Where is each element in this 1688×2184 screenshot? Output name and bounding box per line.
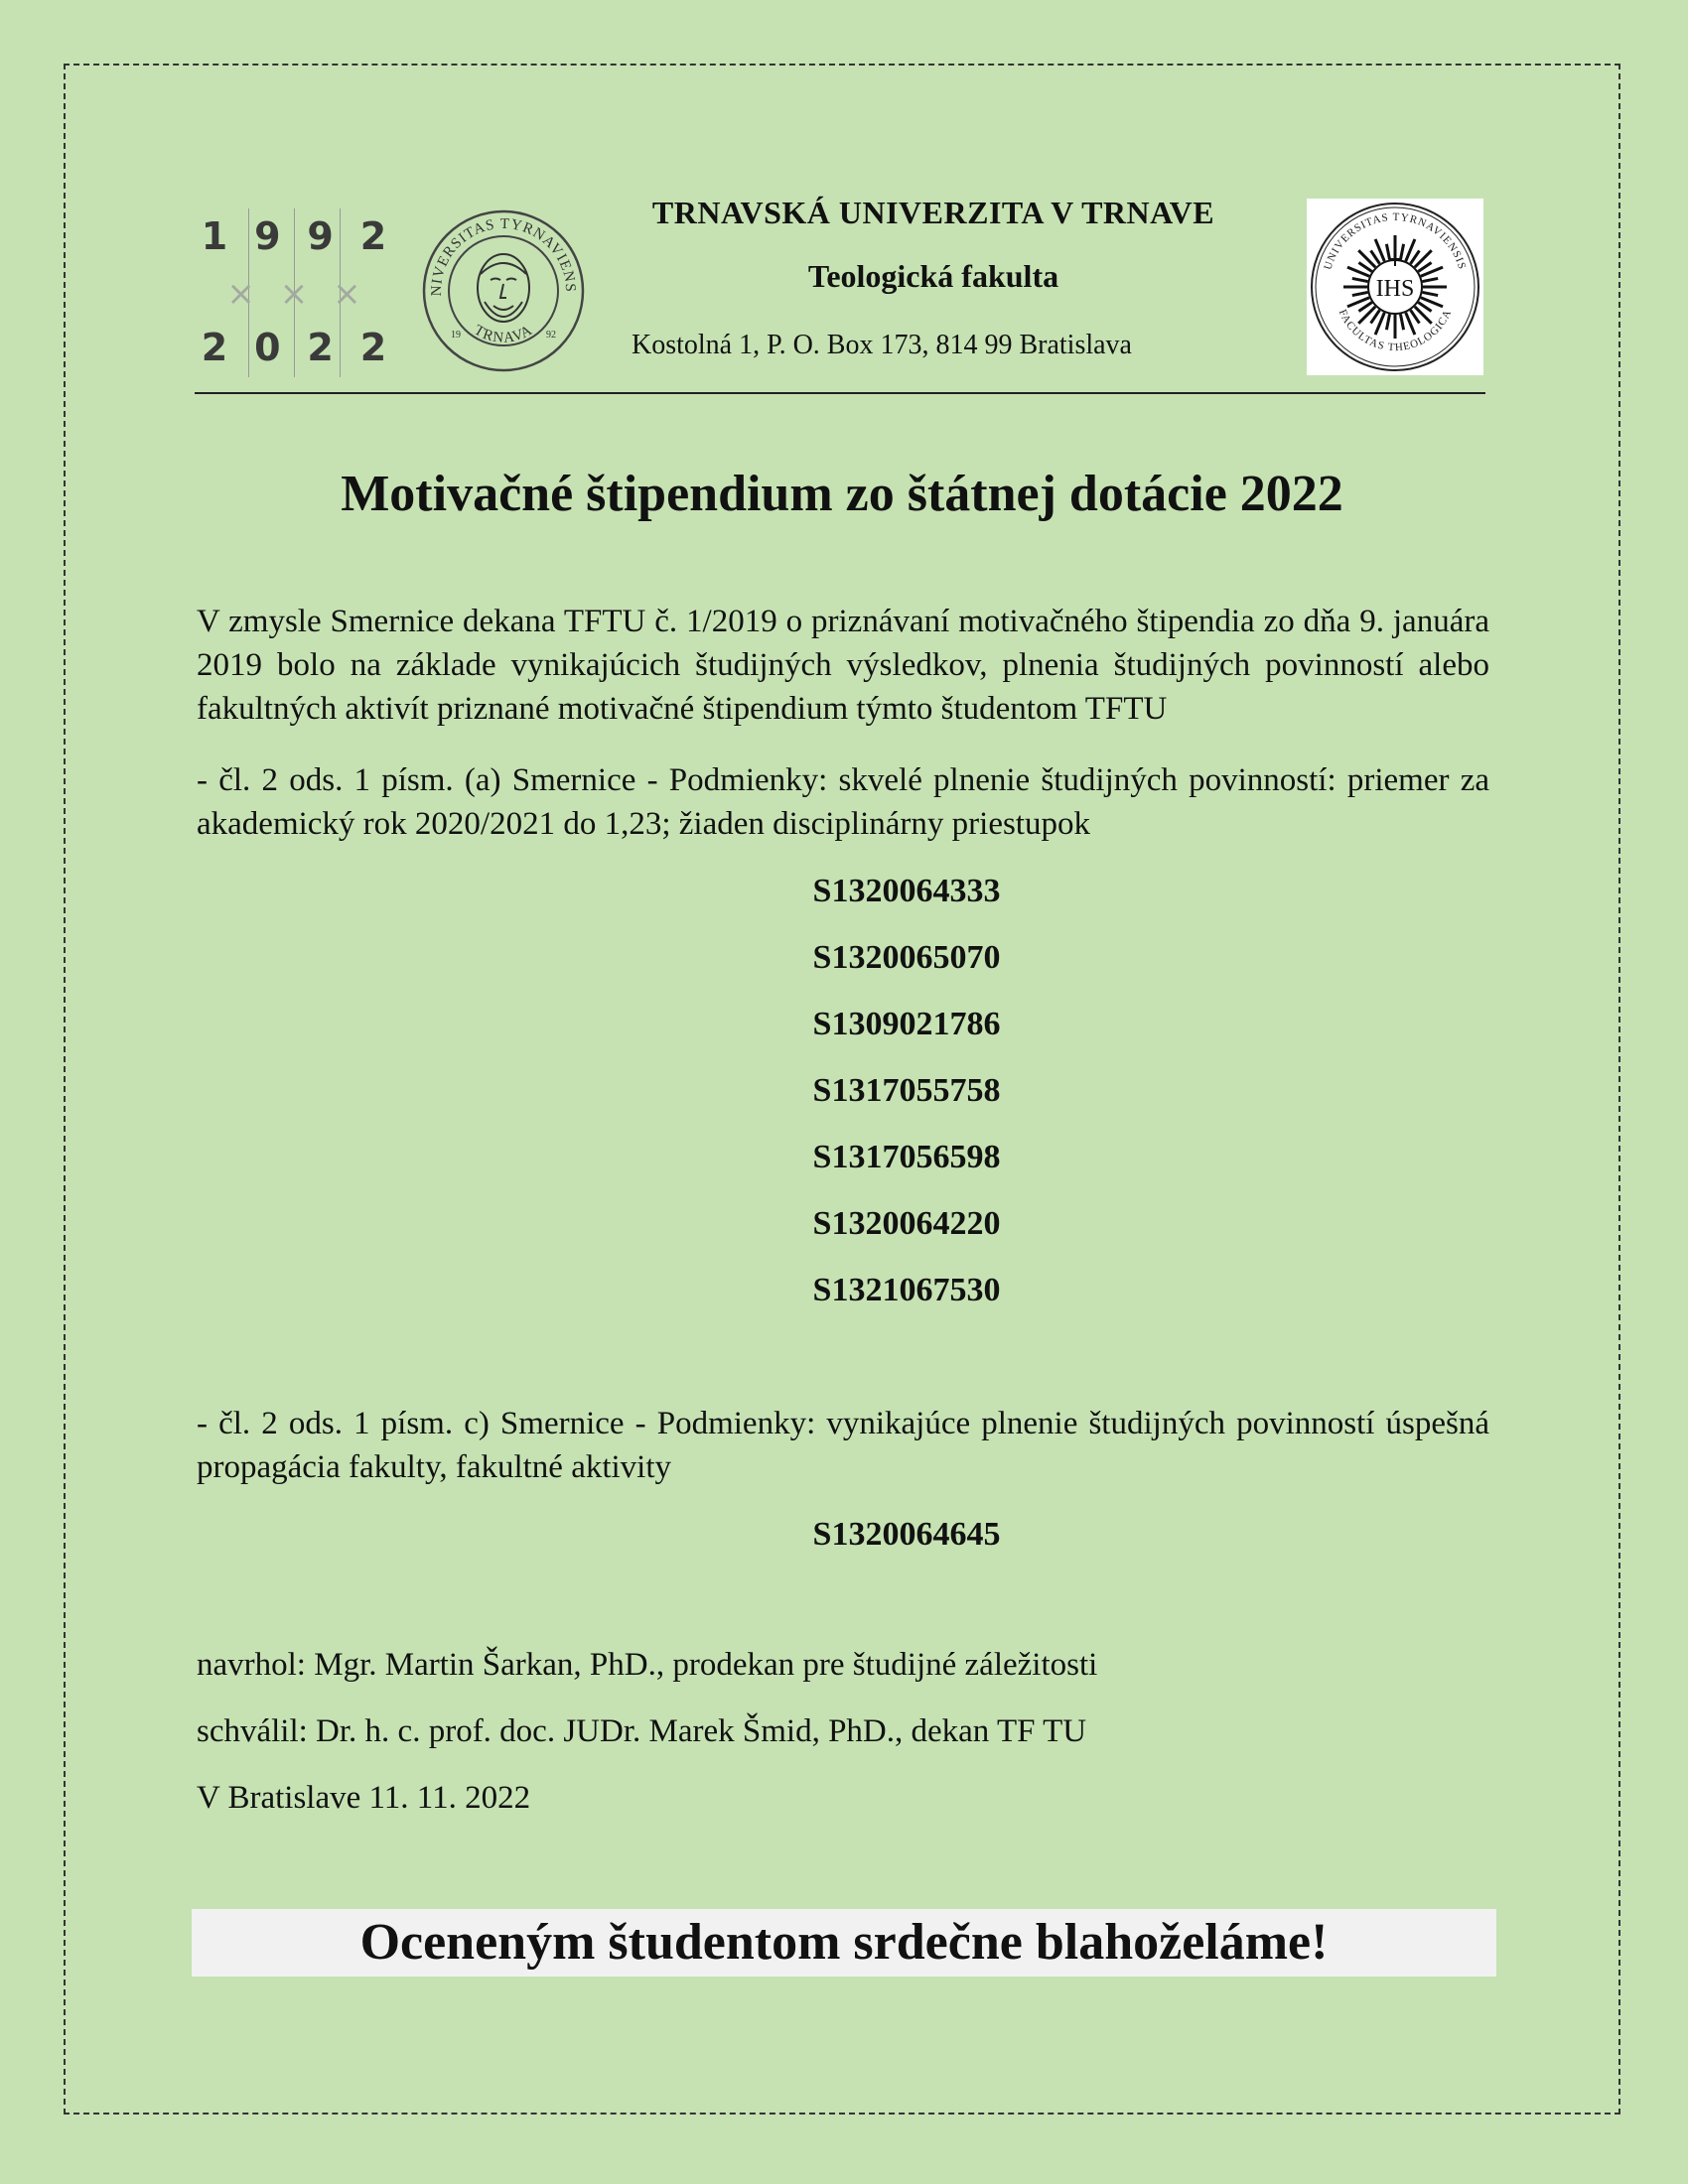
seal-inscription: NIVERSITAS TYRNAVIENS	[428, 215, 579, 297]
digit: 2	[307, 326, 334, 369]
sun-ray	[1371, 310, 1380, 323]
faculty-seal-icon	[1307, 199, 1483, 375]
sun-ray	[1371, 250, 1380, 263]
student-id: S1320065070	[812, 939, 1001, 976]
document-title: Motivačné štipendium zo štátnej dotácie 2022	[341, 466, 1343, 522]
sun-ray	[1422, 278, 1438, 281]
intro-paragraph: V zmysle Smernice dekana TFTU č. 1/2019 o priznávaní motivačného štipendia zo dňa 9. januára 2019 bolo na základe vynikajúcich študijných výsledkov, plnenia študijných povinností alebo fakultných aktivít priznané motivačné štipendium týmto študentom TFTU	[197, 604, 1489, 727]
digit: 2	[359, 214, 387, 258]
seal-year-left: 19	[451, 330, 461, 341]
sun-ray	[1352, 278, 1368, 281]
seal-inscription-bottom: FACULTAS THEOLOGICA	[1336, 307, 1455, 354]
sun-ray	[1400, 314, 1403, 330]
cross-icon: ×	[333, 274, 361, 314]
sun-ray	[1422, 292, 1438, 295]
svg-text:UNIVERSITAS TYRNAVIENSIS	[421, 208, 578, 296]
digit: 9	[254, 214, 281, 258]
student-id-list-1	[64, 858, 1620, 1323]
sun-ray	[1386, 244, 1389, 260]
anniversary-crosses	[214, 274, 373, 314]
digit: 1	[201, 214, 228, 258]
sun-ray	[1386, 314, 1389, 330]
sun-ray	[1411, 250, 1420, 263]
anniversary-logo	[195, 208, 393, 377]
seal-inscription-top: UNIVERSITAS TYRNAVIENSIS	[1322, 210, 1469, 272]
student-id: S1321067530	[812, 1272, 1001, 1308]
criterion-2-paragraph: - čl. 2 ods. 1 písm. c) Smernice - Podmienky: vynikajúce plnenie študijných povinností úspešná propagácia fakulty, fakultné aktivity	[197, 1406, 1489, 1485]
student-id: S1317056598	[812, 1139, 1001, 1175]
university-seal-icon	[421, 208, 586, 373]
sun-ray	[1358, 263, 1371, 272]
sun-ray	[1352, 292, 1368, 295]
student-id: S1317055758	[812, 1072, 1001, 1109]
student-id: S1320064333	[812, 873, 1001, 909]
cross-icon: ×	[279, 274, 309, 314]
seal-year-right: 92	[546, 330, 556, 341]
sun-ray	[1418, 263, 1431, 272]
ihs-monogram: IHS	[1375, 276, 1415, 302]
approved-by: schválil: Dr. h. c. prof. doc. JUDr. Marek Šmid, PhD., dekan TF TU	[197, 1713, 1087, 1749]
congratulations-banner: Oceneným študentom srdečne blahoželáme!	[192, 1909, 1496, 1977]
digit: 2	[201, 326, 228, 369]
criterion-1-paragraph: - čl. 2 ods. 1 písm. (a) Smernice - Podmienky: skvelé plnenie študijných povinností: priemer za akademický rok 2020/2021 do 1,23; žiaden disciplinárny priestupok	[197, 762, 1489, 842]
header-divider	[195, 392, 1485, 394]
digit: 2	[359, 326, 387, 369]
faculty-address: Kostolná 1, P. O. Box 173, 814 99 Bratislava	[632, 330, 1132, 360]
university-name: TRNAVSKÁ UNIVERZITA V TRNAVE	[651, 195, 1215, 230]
sun-ray	[1400, 244, 1403, 260]
faculty-name: Teologická fakulta	[807, 258, 1059, 294]
anniversary-start-year	[195, 214, 393, 258]
student-id-list-2	[64, 1501, 1620, 1568]
anniversary-end-year	[195, 326, 393, 369]
student-id: S1320064645	[812, 1516, 1001, 1553]
seal-city: TRNAVA	[471, 322, 536, 346]
proposed-by: navrhol: Mgr. Martin Šarkan, PhD., prodekan pre študijné záležitosti	[197, 1647, 1098, 1683]
sun-ray	[1358, 303, 1371, 312]
cross-icon: ×	[226, 274, 255, 314]
digit: 9	[307, 214, 334, 258]
place-and-date: V Bratislave 11. 11. 2022	[197, 1780, 531, 1816]
digit: 0	[254, 326, 281, 369]
student-id: S1320064220	[812, 1205, 1001, 1242]
sun-ray	[1418, 303, 1431, 312]
sun-ray	[1411, 310, 1420, 323]
student-id: S1309021786	[812, 1006, 1001, 1042]
svg-text:TRNAVA	[472, 323, 536, 346]
